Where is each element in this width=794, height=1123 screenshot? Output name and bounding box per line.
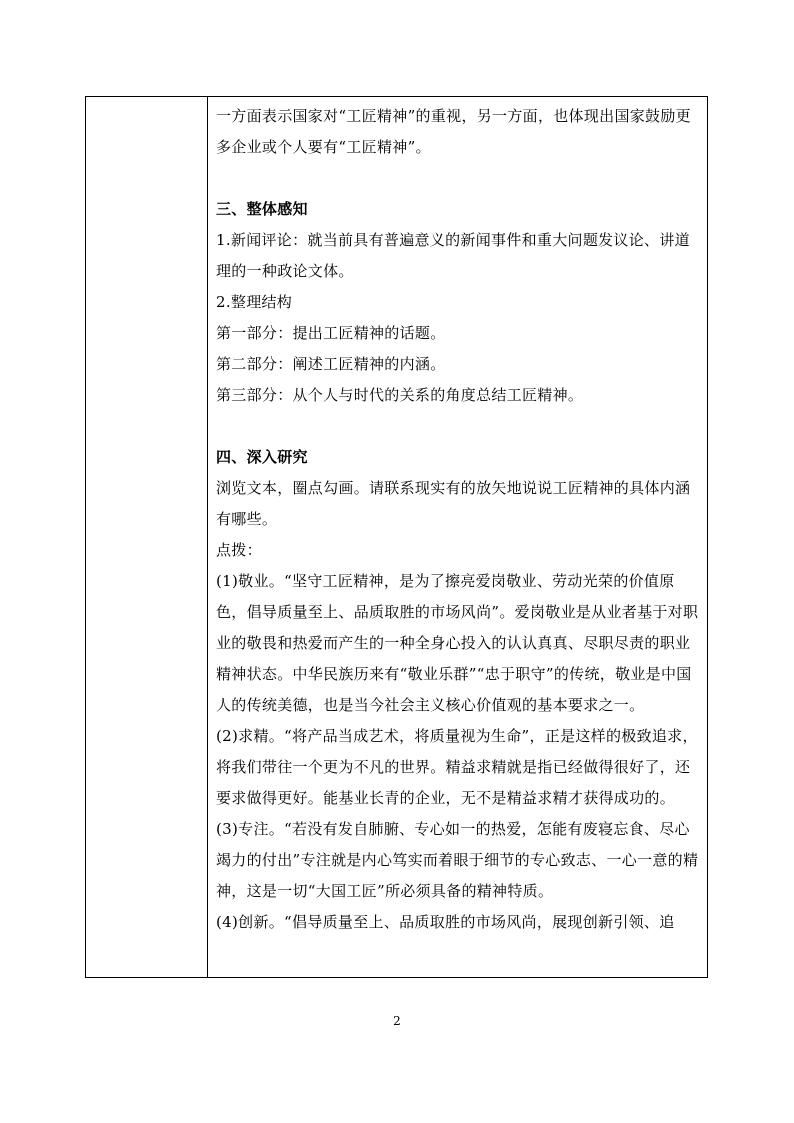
paragraph: 第二部分：阐述工匠精神的内涵。 — [216, 355, 446, 373]
paragraph: 一方面表示国家对“工匠精神”的重视，另一方面，也体现出国家鼓励更多企业或个人要有“工匠精神”。 — [216, 107, 691, 156]
paragraph: 1.新闻评论：就当前具有普遍意义的新闻事件和重大问题发议论、讲道理的一种政论文体。 — [216, 231, 690, 280]
paragraph: 2.整理结构 — [216, 293, 293, 311]
paragraph: 第三部分：从个人与时代的关系的角度总结工匠精神。 — [216, 386, 584, 404]
content-table — [85, 96, 708, 978]
content-cell — [216, 101, 704, 938]
paragraph: (3)专注。“若没有发自肺腑、专心如一的热爱，怎能有废寝忘食、尽心竭力的付出”专注就是内心笃实而着眼于细节的专心致志、一心一意的精神，这是一切“大国工匠”所必须具备的精神特质。 — [216, 820, 699, 900]
paragraph: 浏览文本，圈点勾画。请联系现实有的放矢地说说工匠精神的具体内涵有哪些。 — [216, 479, 691, 528]
column-divider — [207, 97, 208, 977]
paragraph: 点拨： — [216, 541, 262, 559]
paragraph: 第一部分：提出工匠精神的话题。 — [216, 324, 446, 342]
paragraph: (4)创新。“倡导质量至上、品质取胜的市场风尚，展现创新引领、追 — [216, 913, 675, 931]
paragraph: (1)敬业。“坚守工匠精神，是为了擦亮爱岗敬业、劳动光荣的价值原色，倡导质量至上、品质取胜的市场风尚”。爱岗敬业是从业者基于对职业的敬畏和热爱而产生的一种全身心投入的认认真真、尽职尽责的职业精神状态。中华民族历来有“敬业乐群”“忠于职守”的传统，敬业是中国人的传统美德，也是当今社会主义核心价值观的基本要求之一。 — [216, 572, 699, 714]
paragraph: (2)求精。“将产品当成艺术，将质量视为生命”，正是这样的极致追求，将我们带往一个更为不凡的世界。精益求精就是指已经做得很好了，还要求做得更好。能基业长青的企业，无不是精益求精才获得成功的。 — [216, 727, 698, 807]
page-number: 2 — [393, 1014, 401, 1028]
section-heading-4: 四、深入研究 — [216, 448, 308, 466]
section-heading-3: 三、整体感知 — [216, 200, 308, 218]
